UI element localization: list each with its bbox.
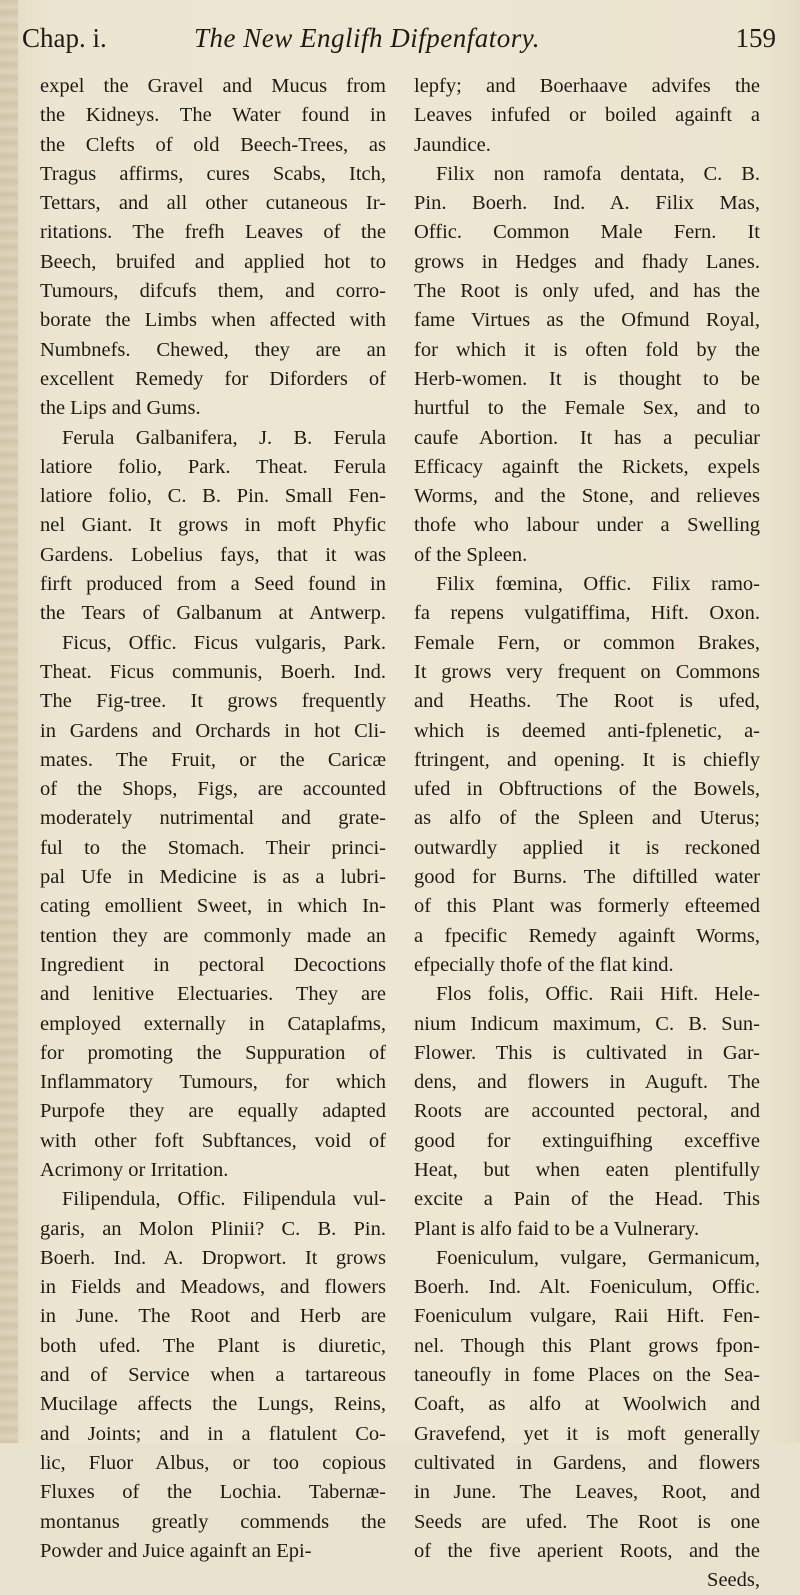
running-title: The New Englifh Difpenfatory. [194, 23, 540, 53]
text-line: Fluxes of the Lochia. Tabernæ- [40, 1481, 386, 1504]
page-gutter-edge [0, 0, 18, 1443]
text-line: Theat. Ficus communis, Boerh. Ind. [40, 660, 386, 683]
text-line: in June. The Leaves, Root, and [414, 1481, 760, 1504]
text-line: Ferula Galbanifera, J. B. Ferula [62, 426, 386, 449]
text-line: and of Service when a tartareous [40, 1364, 386, 1387]
text-line: the Lips and Gums. [40, 397, 201, 420]
text-line: lic, Fluor Albus, or too copious [40, 1451, 386, 1474]
text-line: garis, an Molon Plinii? C. B. Pin. [40, 1217, 386, 1240]
text-line: both ufed. The Plant is diuretic, [40, 1334, 386, 1357]
text-line: Boerh. Ind. A. Dropwort. It grows [40, 1246, 386, 1269]
chapter-label: Chap. i. [22, 23, 107, 53]
text-line: Filix non ramofa dentata, C. B. [436, 162, 760, 185]
text-line: outwardly applied it is reckoned [414, 836, 760, 859]
text-line: Inflammatory Tumours, for which [40, 1071, 386, 1094]
text-line: Gardens. Lobelius fays, that it was [40, 543, 386, 566]
text-line: Herb-women. It is thought to be [414, 367, 760, 390]
text-line: Flos folis, Offic. Raii Hift. Hele- [436, 983, 760, 1006]
text-line: Beech, bruifed and applied hot to [40, 250, 386, 273]
text-line: Heat, but when eaten plentifully [414, 1158, 760, 1181]
text-line: of this Plant was formerly efteemed [414, 895, 760, 918]
text-line: nel. Though this Plant grows fpon- [414, 1334, 760, 1357]
text-line: Pin. Boerh. Ind. A. Filix Mas, [414, 192, 760, 215]
text-line: employed externally in Cataplafms, [40, 1012, 386, 1035]
text-line: nium Indicum maximum, C. B. Sun- [414, 1012, 760, 1035]
text-line: Filix fœmina, Offic. Filix ramo- [436, 573, 760, 596]
text-line: montanus greatly commends the [40, 1510, 386, 1533]
text-line: hurtful to the Female Sex, and to [414, 397, 760, 420]
text-line: ufed in Obftructions of the Bowels, [414, 778, 760, 801]
text-line: Female Fern, or common Brakes, [414, 631, 760, 654]
text-line: Purpofe they are equally adapted [40, 1100, 386, 1123]
text-line: Flower. This is cultivated in Gar- [414, 1041, 760, 1064]
text-line: Ficus, Offic. Ficus vulgaris, Park. [62, 631, 386, 654]
text-line: caufe Abortion. It has a peculiar [414, 426, 760, 449]
text-line: which is deemed anti-fplenetic, a- [414, 719, 760, 742]
text-line: Worms, and the Stone, and relieves [414, 485, 760, 508]
text-line: expel the Gravel and Mucus from [40, 75, 386, 97]
text-line: and Joints; and in a flatulent Co- [40, 1422, 386, 1445]
text-line: fa repens vulgatiffima, Hift. Oxon. [414, 602, 760, 625]
text-line: Plant is alfo faid to be a Vulnerary. [414, 1217, 700, 1240]
text-line: Tragus affirms, cures Scabs, Itch, [40, 162, 386, 185]
text-line: of the five aperient Roots, and the [414, 1539, 760, 1562]
text-line: the Tears of Galbanum at Antwerp. [40, 602, 386, 625]
text-line: in Fields and Meadows, and flowers [40, 1276, 386, 1299]
text-line: for promoting the Suppuration of [40, 1041, 386, 1064]
text-line: and lenitive Electuaries. They are [40, 983, 386, 1006]
text-line: Roots are accounted pectoral, and [414, 1100, 760, 1123]
text-line: Seeds are ufed. The Root is one [414, 1510, 760, 1533]
text-line: latiore folio, C. B. Pin. Small Fen- [40, 485, 386, 508]
text-line: of the Shops, Figs, are accounted [40, 778, 386, 801]
text-line: Ingredient in pectoral Decoctions [40, 953, 386, 976]
text-line: in June. The Root and Herb are [40, 1305, 386, 1328]
text-line: good for Burns. The diftilled water [414, 866, 760, 889]
text-line: Powder and Juice againft an Epi- [40, 1539, 312, 1562]
text-line: Tumours, difcufs them, and corro- [40, 280, 386, 303]
text-line: Filipendula, Offic. Filipendula vul- [62, 1188, 386, 1211]
text-line: ftringent, and opening. It is chiefly [414, 748, 760, 771]
text-line: pal Ufe in Medicine is as a lubri- [40, 866, 386, 889]
text-line: good for extinguifhing exceffive [414, 1129, 760, 1152]
text-line: in Gardens and Orchards in hot Cli- [40, 719, 386, 742]
text-line: The Fig-tree. It grows frequently [40, 690, 386, 713]
text-line: firft produced from a Seed found in [40, 573, 386, 596]
text-line: nel Giant. It grows in moft Phyfic [40, 514, 386, 537]
text-line: Leaves infufed or boiled againft a [414, 104, 760, 127]
text-line: Numbnefs. Chewed, they are an [40, 338, 386, 361]
text-line: tention they are commonly made an [40, 924, 386, 947]
text-line: Foeniculum vulgare, Raii Hift. Fen- [414, 1305, 760, 1328]
text-line: Gravefend, yet it is moft generally [414, 1422, 760, 1445]
text-line: cultivated in Gardens, and flowers [414, 1451, 760, 1474]
text-line: dens, and flowers in Auguft. The [414, 1071, 760, 1094]
text-line: as alfo of the Spleen and Uterus; [414, 807, 760, 830]
text-line: excellent Remedy for Diforders of [40, 367, 386, 390]
text-line: fame Virtues as the Ofmund Royal, [414, 309, 760, 332]
text-line: efpecially thofe of the flat kind. [414, 953, 674, 976]
text-line: thofe who labour under a Swelling [414, 514, 760, 537]
text-line: of the Spleen. [414, 543, 528, 566]
text-line: the Clefts of old Beech-Trees, as [40, 133, 386, 156]
text-line: ritations. The frefh Leaves of the [40, 221, 386, 244]
text-line: with other foft Subftances, void of [40, 1129, 386, 1152]
text-line: taneoufly in fome Places on the Sea- [414, 1364, 760, 1387]
running-header [22, 14, 782, 62]
text-line: moderately nutrimental and grate- [40, 807, 386, 830]
text-line: Foeniculum, vulgare, Germanicum, [436, 1246, 760, 1269]
text-line: and Heaths. The Root is ufed, [414, 690, 760, 713]
text-line: Seeds, [707, 1569, 760, 1592]
text-line: Coaft, as alfo at Woolwich and [414, 1393, 760, 1416]
text-line: Offic. Common Male Fern. It [414, 221, 760, 244]
text-line: for which it is often fold by the [414, 338, 760, 361]
text-line: Efficacy againft the Rickets, expels [414, 455, 760, 478]
text-line: grows in Hedges and fhady Lanes. [414, 250, 760, 273]
text-line: mates. The Fruit, or the Caricæ [40, 748, 386, 771]
text-line: Jaundice. [414, 133, 491, 156]
text-line: It grows very frequent on Commons [414, 660, 760, 683]
text-line: Tettars, and all other cutaneous Ir- [40, 192, 386, 215]
text-line: Acrimony or Irritation. [40, 1158, 229, 1181]
text-line: Mucilage affects the Lungs, Reins, [40, 1393, 386, 1416]
text-line: lepfy; and Boerhaave advifes the [414, 75, 760, 97]
right-text-column [414, 72, 760, 1595]
text-line: excite a Pain of the Head. This [414, 1188, 760, 1211]
text-line: The Root is only ufed, and has the [414, 280, 760, 303]
text-line: ful to the Stomach. Their princi- [40, 836, 386, 859]
left-text-column [40, 72, 386, 1566]
text-line: Boerh. Ind. Alt. Foeniculum, Offic. [414, 1276, 760, 1299]
text-line: latiore folio, Park. Theat. Ferula [40, 455, 386, 478]
text-line: cating emollient Sweet, in which In- [40, 895, 386, 918]
text-line: a fpecific Remedy againft Worms, [414, 924, 760, 947]
page-number: 159 [735, 23, 776, 53]
text-line: borate the Limbs when affected with [40, 309, 386, 332]
text-line: the Kidneys. The Water found in [40, 104, 386, 127]
